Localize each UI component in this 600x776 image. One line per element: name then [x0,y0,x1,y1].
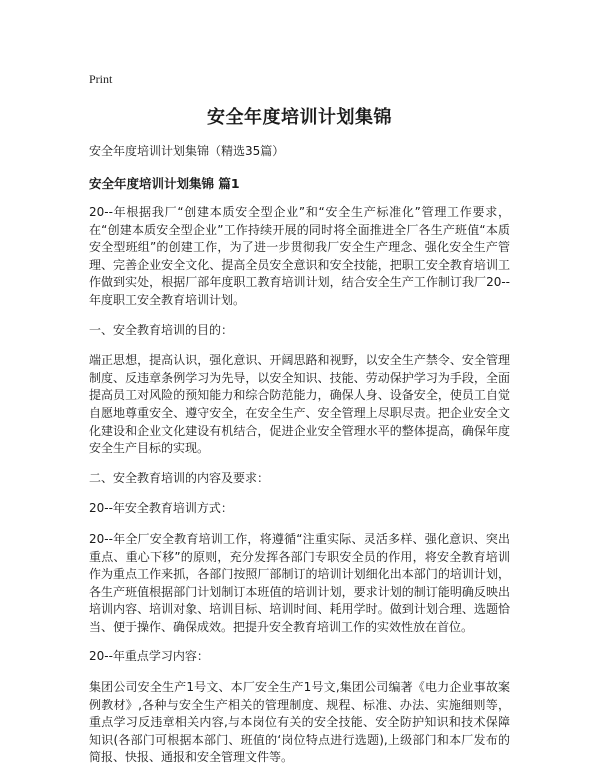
print-link[interactable]: Print [89,72,113,86]
document-title: 安全年度培训计划集锦 [207,107,392,128]
paragraph-purpose: 端正思想，提高认识，强化意识、开阔思路和视野，以安全生产禁令、安全管理制度、反违章条例学习为先导，以安全知识、技能、劳动保护学习为手段，全面提高员工对风险的预知能力和综合防范能力，确保人身、设备安全，使员工自觉自愿地尊重安全、遵守安全，在安全生产、安全管理上尽职尽责。把企业安全文化建设和企业文化建设有机结合，促进企业安全管理水平的整体提高，确保年度安全生产目标的实现。 [89,353,510,456]
paragraph-heading-content: 二、安全教育培训的内容及要求： [89,470,270,485]
paragraph-method: 20--年全厂安全教育培训工作，将遵循“注重实际、灵活多样、强化意识、突出重点、重心下移”的原则，充分发挥各部门专职安全员的作用，将安全教育培训作为重点工作来抓，各部门按照厂部制订的培训计划细化出本部门的培训计划，各生产班值根据部门计划制订本班值的培训计划，要求计划的制订能明确反映出培训内容、培训对象、培训目标、培训时间、耗用学时。做到计划合理、选题恰当、便于操作、确保成效。把提升安全教育培训工作的实效性放在首位。 [89,531,510,634]
paragraph-heading-method: 20--年安全教育培训方式： [89,501,233,516]
section-heading: 安全年度培训计划集锦 篇1 [89,176,240,191]
paragraph-heading-key-content: 20--年重点学习内容： [89,649,209,664]
document-subtitle: 安全年度培训计划集锦（精选35篇） [89,144,285,158]
paragraph-intro: 20--年根据我厂“创建本质安全型企业”和“安全生产标准化”管理工作要求，在“创建本质安全型企业”工作持续开展的同时将全面推进全厂各生产班值“本质安全型班组”的创建工作，为了进一步贯彻我厂安全生产理念、强化安全生产管理、完善企业安全文化、提高全员安全意识和安全技能，把职工安全教育培训工作做到实处，根据厂部年度职工教育培训计划，结合安全生产工作制订我厂20--年度职工安全教育培训计划。 [89,205,510,307]
paragraph-heading-purpose: 一、安全教育培训的目的： [89,322,234,337]
paragraph-key-content: 集团公司安全生产1号文、本厂安全生产1号文,集团公司编著《电力企业事故案例教材》,各种与安全生产相关的管理制度、规程、标准、办法、实施细则等，重点学习反违章相关内容,与本岗位有关的安全技能、安全防护知识和技术保障知识(各部门可根据本部门、班值的‘岗位特点进行选题),上级部门和本厂发布的简报、快报、通报和安全管理文件等。 [89,680,510,765]
